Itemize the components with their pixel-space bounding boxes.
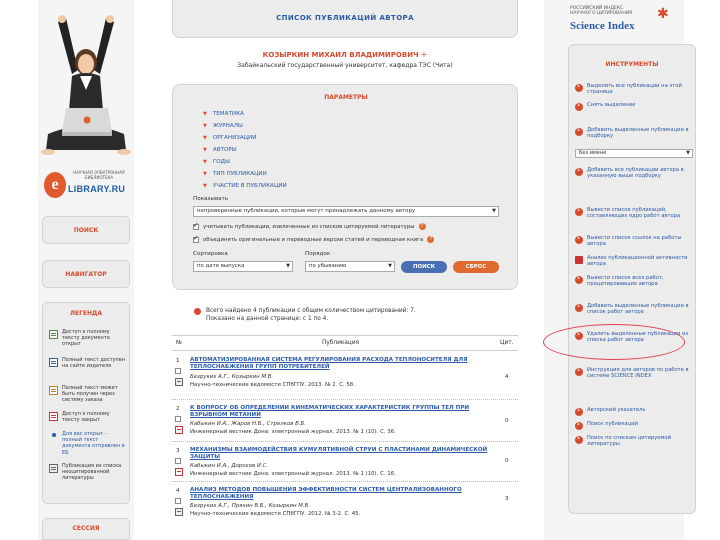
legend-item: [49, 329, 127, 348]
publication-authors: Безруких А.Г., Козыркин М.В.: [190, 374, 274, 380]
summary-range: Показано на данной странице: с 1 по 4.: [206, 316, 329, 322]
show-select[interactable]: [193, 206, 499, 217]
bar-chart-icon: [575, 256, 583, 264]
param-label: ТЕМАТИКА: [212, 111, 244, 117]
logo-subtitle: НАУЧНАЯ ЭЛЕКТРОННАЯ БИБЛИОТЕКА: [73, 170, 125, 180]
science-index-subtitle: РОССИЙСКИЙ ИНДЕКС НАУЧНОГО ЦИТИРОВАНИЯ: [570, 6, 633, 16]
tool-add-to-collection[interactable]: [575, 127, 693, 139]
nav-navigator-button[interactable]: НАВИГАТОР: [42, 260, 130, 288]
tool-label: Авторский указатель: [587, 407, 646, 413]
legend-text: Доступ к полному тексту закрыт: [62, 411, 110, 424]
tool-label: Добавить выделенные публикации в подборку: [587, 127, 689, 140]
order-label: Порядок: [305, 251, 331, 257]
check-merge-versions[interactable]: [193, 236, 434, 243]
uncited-list-icon: [175, 378, 183, 386]
elibrary-logo[interactable]: [44, 168, 134, 204]
col-cit-header: Цит.: [500, 340, 514, 346]
legend-item: [49, 463, 127, 482]
tool-label: Инструкция для авторов по работе в системе SCIENCE INDEX: [587, 367, 689, 380]
table-row: [172, 444, 518, 482]
row-number: 2: [176, 406, 180, 412]
tool-label: Добавить выделенные публикации в список работ автора: [587, 303, 689, 316]
param-pub-type[interactable]: [203, 171, 267, 177]
help-icon[interactable]: ?: [427, 236, 434, 243]
citation-count[interactable]: 4: [505, 374, 509, 380]
tool-citations-list[interactable]: [575, 235, 693, 247]
publication-source[interactable]: Научно-технические ведомости СПбГПУ. 2013. № 2. С. 58.: [190, 382, 355, 388]
search-button[interactable]: ПОИСК: [401, 261, 447, 273]
arrow-circle-icon: [575, 408, 583, 416]
tool-label: Вывести список публикаций, составляющих ядро работ автора: [587, 207, 681, 220]
publication-source[interactable]: Инженерный вестник Дона: электронный журнал. 2013. № 1 (10). С. 16.: [190, 471, 396, 477]
triangle-down-icon: ▼: [203, 159, 207, 165]
legend-panel: [42, 302, 130, 504]
dropdown-arrow-icon: ▼: [686, 150, 690, 156]
row-number: 3: [176, 448, 180, 454]
arrow-circle-icon: [575, 103, 583, 111]
param-organizations[interactable]: [203, 135, 256, 141]
table-row: [172, 354, 518, 400]
left-column: [0, 0, 160, 540]
legend-text: Доступ к полному тексту документа открыт: [62, 329, 110, 348]
param-label: ГОДЫ: [212, 159, 230, 165]
arrow-circle-icon: [575, 208, 583, 216]
citation-count[interactable]: 3: [505, 496, 509, 502]
tool-core-list[interactable]: [575, 207, 693, 219]
arrow-circle-icon: [575, 168, 583, 176]
collection-select-value: Без имени: [579, 150, 607, 156]
uncited-list-icon: [175, 508, 183, 516]
dropdown-arrow-icon: ▼: [492, 208, 496, 214]
table-header: [172, 335, 518, 351]
legend-title: ЛЕГЕНДА: [69, 310, 102, 317]
table-row: [172, 484, 518, 524]
author-name: КОЗЫРКИН МИХАИЛ ВЛАДИМИРОВИЧ: [262, 51, 419, 59]
triangle-down-icon: ▼: [203, 135, 207, 141]
row-checkbox[interactable]: [175, 498, 181, 504]
param-participation[interactable]: [203, 183, 287, 189]
arrow-circle-icon: [575, 304, 583, 312]
sort-label: Сортировка: [193, 251, 228, 257]
tool-author-index[interactable]: [575, 407, 693, 416]
tool-search-cited-lit[interactable]: [575, 435, 693, 447]
summary-total: Всего найдено 4 публикации с общим количеством цитирований: 7.: [206, 308, 416, 314]
tool-label: Добавить все публикации автора в указанную выше подборку: [587, 167, 684, 180]
tool-label: Выделить все публикации на этой странице: [587, 83, 682, 96]
arrow-circle-icon: [575, 436, 583, 444]
param-topic[interactable]: [203, 111, 244, 117]
tool-instructions[interactable]: [575, 367, 693, 379]
citation-count: 0: [505, 418, 509, 424]
param-years[interactable]: [203, 159, 230, 165]
tool-label: Снять выделение: [587, 102, 636, 108]
legend-text: Для вас открыт - полный текст документа отправлен в ЕБ: [62, 431, 125, 456]
author-header: [172, 50, 518, 69]
arrow-circle-icon: [575, 84, 583, 92]
publication-authors: Безруких А.Г., Пряхин В.Б., Козыркин М.В.: [190, 503, 311, 509]
closed-access-icon: [175, 426, 183, 434]
science-index-logo[interactable]: Science Index: [570, 20, 635, 32]
publication-authors: Кабыкин И.А., Дорохов И.С.: [190, 463, 269, 469]
checkbox[interactable]: [193, 237, 199, 243]
row-checkbox[interactable]: [175, 368, 181, 374]
highlight-oval-annotation: [543, 324, 685, 360]
publication-title-link[interactable]: АВТОМАТИЗИРОВАННАЯ СИСТЕМА РЕГУЛИРОВАНИЯ РАСХОДА ТЕПЛОНОСИТЕЛЯ ДЛЯ ТЕПЛОСНАБЖЕНИЯ ГРУПП ПОТРЕБИТЕЛЕЙ: [190, 357, 468, 370]
table-row: [172, 402, 518, 442]
triangle-down-icon: ▼: [203, 183, 207, 189]
param-label: ЖУРНАЛЫ: [212, 123, 243, 129]
param-label: ОРГАНИЗАЦИИ: [212, 135, 257, 141]
parameters-title: ПАРАМЕТРЫ: [324, 94, 368, 101]
check-label: объединять оригинальные и переводные версии статей и переводная книга: [203, 236, 424, 243]
nav-search-button[interactable]: ПОИСК: [42, 216, 130, 244]
main-content: [160, 0, 530, 540]
reset-button[interactable]: СБРОС: [453, 261, 499, 273]
elibrary-logo-letter: e: [44, 172, 66, 198]
show-label: Показывать: [193, 196, 229, 202]
tool-analysis[interactable]: [575, 255, 693, 267]
sort-select-value: по дате выпуска: [197, 263, 245, 269]
dropdown-arrow-icon: ▼: [388, 263, 392, 269]
triangle-down-icon: ▼: [203, 147, 207, 153]
person-with-laptop-image: [38, 10, 134, 165]
param-authors[interactable]: [203, 147, 237, 153]
legend-item: [49, 357, 127, 369]
parameters-panel: [172, 84, 518, 290]
col-pub-header: Публикация: [322, 340, 360, 346]
col-num-header: №: [176, 340, 183, 346]
tool-label: Поиск публикаций: [587, 421, 639, 427]
publication-authors: Кабыкин И.А., Жаров Н.Б., Стрелков В.Б.: [190, 421, 306, 427]
publication-source[interactable]: Инженерный вестник Дона: электронный журнал. 2013. № 1 (10). С. 36.: [190, 429, 396, 435]
arrow-circle-icon: [575, 128, 583, 136]
checkbox[interactable]: [193, 224, 199, 230]
arrow-circle-icon: [575, 422, 583, 430]
tool-search-publications[interactable]: [575, 421, 693, 430]
legend-text: Полный текст доступен на сайте издателя: [62, 357, 126, 370]
author-organization: Забайкальский государственный университет, кафедра ТЭС (Чита): [237, 62, 453, 69]
page-title: СПИСОК ПУБЛИКАЦИЙ АВТОРА: [172, 0, 518, 38]
legend-text: Публикация из списка неоцитированной литературы: [62, 463, 122, 482]
order-select[interactable]: [305, 261, 395, 272]
sort-select[interactable]: [193, 261, 293, 272]
asterisk-icon: ✱: [657, 6, 669, 22]
info-icon: [194, 308, 201, 315]
tool-citing-works[interactable]: [575, 275, 693, 287]
citation-count: 0: [505, 458, 509, 464]
arrow-circle-icon: [575, 236, 583, 244]
tool-add-all-to-collection[interactable]: [575, 167, 693, 179]
publication-source[interactable]: Научно-технические ведомости СПбГПУ. 2012. № 3-2. С. 45.: [190, 511, 361, 517]
row-checkbox[interactable]: [175, 458, 181, 464]
right-column: [530, 0, 720, 540]
results-summary: [206, 307, 416, 323]
help-icon[interactable]: ?: [419, 223, 426, 230]
tool-label: Анализ публикационной активности автора: [587, 255, 688, 268]
publication-title-link[interactable]: К ВОПРОСУ ОБ ОПРЕДЕЛЕНИИ КИНЕМАТИЧЕСКИХ ХАРАКТЕРИСТИК ГРУППЫ ТЕЛ ПРИ ВЗРЫВНОМ МЕТАНИИ: [190, 405, 470, 418]
arrow-circle-icon: [575, 368, 583, 376]
param-label: АВТОРЫ: [212, 147, 237, 153]
check-label: учитывать публикации, извлеченные из списков цитируемой литературы: [203, 223, 415, 230]
closed-access-icon: [49, 412, 58, 421]
tool-add-to-author[interactable]: [575, 303, 693, 315]
tools-panel: [568, 44, 696, 514]
param-label: ТИП ПУБЛИКАЦИИ: [212, 171, 267, 177]
author-add-icon[interactable]: +: [420, 50, 428, 59]
collection-select[interactable]: [575, 149, 693, 158]
triangle-down-icon: ▼: [203, 111, 207, 117]
publication-title-link[interactable]: АНАЛИЗ МЕТОДОВ ПОВЫШЕНИЯ ЭФФЕКТИВНОСТИ СИСТЕМ ЦЕНТРАЛИЗОВАННОГО ТЕПЛОСНАБЖЕНИЯ: [190, 487, 462, 500]
open-access-icon: [49, 330, 58, 339]
legend-text: Полный текст может быть получен через систему заказа: [62, 385, 118, 404]
publisher-site-icon: [49, 358, 58, 367]
triangle-down-icon: ▼: [203, 171, 207, 177]
logo-title: LIBRARY.RU: [68, 184, 126, 194]
legend-item: [49, 385, 127, 404]
closed-access-icon: [175, 468, 183, 476]
legend-item: [49, 411, 127, 423]
param-journals[interactable]: [203, 123, 243, 129]
show-select-value: непроверенные публикации, которые могут принадлежать данному автору: [197, 208, 416, 214]
triangle-down-icon: ▼: [203, 123, 207, 129]
publication-title-link[interactable]: МЕХАНИЗМЫ ВЗАИМОДЕЙСТВИЯ КУМУЛЯТИВНОЙ СТРУИ С ПЛАСТИНАМИ ДИНАМИЧЕСКОЙ ЗАЩИТЫ: [190, 447, 488, 460]
tool-label: Поиск по спискам цитируемой литературы: [587, 435, 671, 448]
tool-label: Удалить выделенные публикации из списка работ автора: [587, 331, 689, 344]
tool-label: Вывести список ссылок на работы автора: [587, 235, 682, 248]
legend-item: [49, 431, 127, 456]
arrow-circle-icon: [575, 276, 583, 284]
order-select-value: по убыванию: [309, 263, 347, 269]
bullet-icon: [52, 433, 56, 437]
check-cited-lit[interactable]: [193, 223, 426, 230]
tools-title: ИНСТРУМЕНТЫ: [605, 61, 659, 68]
uncited-list-icon: [49, 464, 58, 473]
param-label: УЧАСТИЕ В ПУБЛИКАЦИИ: [212, 183, 287, 189]
tool-label: Вывести список всех работ, процитировавших автора: [587, 275, 664, 288]
row-number: 4: [176, 488, 180, 494]
row-checkbox[interactable]: [175, 416, 181, 422]
tool-deselect[interactable]: [575, 102, 693, 111]
dropdown-arrow-icon: ▼: [286, 263, 290, 269]
nav-session-button[interactable]: СЕССИЯ: [42, 518, 130, 540]
row-number: 1: [176, 358, 180, 364]
order-system-icon: [49, 386, 58, 395]
tool-select-all[interactable]: [575, 83, 693, 95]
